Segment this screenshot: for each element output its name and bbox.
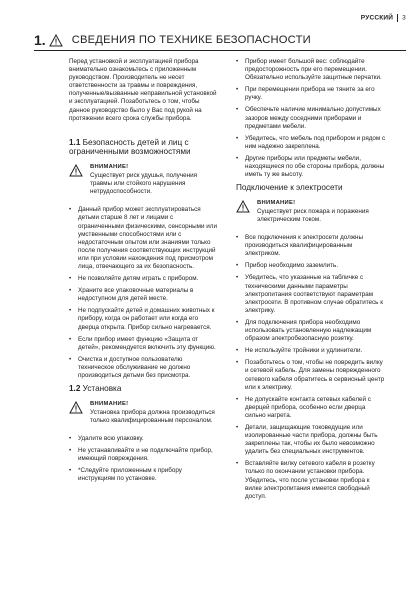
title-rule [34,50,406,51]
warning-text: Существует риск удушья, получения травмы или стойкого нарушения нетрудоспособности. [90,172,198,196]
bullet-list [236,234,386,501]
list-item: • Обеспечьте наличие минимально допустимых зазоров между соседними приборами и предметами мебели. [236,106,386,130]
warning-triangle-icon [49,34,63,47]
list-item: • Не устанавливайте и не подключайте прибор, имеющий повреждения. [69,447,217,463]
list-item: • Удалите всю упаковку. [69,435,217,443]
list-item: • *Следуйте приложенным к прибору инструкциям по установке. [69,467,217,483]
chapter-number: 1. [34,32,46,48]
warning-label: ВНИМАНИЕ! [90,400,129,407]
left-column [69,58,217,487]
list-item: • Прибор имеет большой вес: соблюдайте предосторожность при его перемещении. Обязательно используйте защитные перчатки. [236,58,386,82]
list-item: • Не допускайте контакта сетевых кабелей с дверцей прибора, особенно если дверца сильно нагрета. [236,396,386,420]
warning-block [69,163,217,196]
list-item: • Другие приборы или предметы мебели, находящиеся по обе стороны прибора, должны иметь ту же высоту. [236,155,386,179]
intro-paragraph: Перед установкой и эксплуатацией прибора внимательно ознакомьтесь с приложенным руководством. Производитель не несет ответственности за травмы и повреждения, полученные/вызванные неправильной установкой и эксплуатацией. Позаботьтесь о том, чтобы данное руководство было у Вас под рукой на протяжении всего срока службы прибора. [69,58,217,122]
list-item: • Очистка и доступное пользователю техническое обслуживание не должно производиться детьми без присмотра. [69,356,217,380]
list-item: • Позаботьтесь о том, чтобы не повредить вилку и сетевой кабель. Для замены поврежденного сетевого кабеля обратитесь в сервисный центр или к электрику. [236,359,386,391]
header-language: РУССКИЙ [360,14,394,22]
subsection-heading-electrical: Подключение к электросети [236,183,343,193]
warning-text: Существует риск пожара и поражения электрическим током. [257,207,369,223]
section-number: 1.2 [69,384,81,394]
chapter-title: СВЕДЕНИЯ ПО ТЕХНИКЕ БЕЗОПАСНОСТИ [71,34,311,46]
warning-label: ВНИМАНИЕ! [90,163,129,170]
list-item: • Для подключения прибора необходимо использовать установленную надлежащим образом электробезопасную розетку. [236,319,386,343]
list-item: • Все подключения к электросети должны производиться квалифицированным электриком. [236,234,386,258]
bullet-list [69,206,217,380]
list-item: • Вставляйте вилку сетевого кабеля в розетку только по окончании установки прибора. Убедитесь, что после установки прибора к вилке электропитания имеется свободный доступ. [236,460,386,500]
list-item: • Если прибор имеет функцию «Защита от детей», рекомендуется включить эту функцию. [69,336,217,352]
list-item: • Храните все упаковочные материалы в недоступном для детей месте. [69,287,217,303]
list-item: • Убедитесь, что указанные на табличке с техническими данными параметры электропитания соответствуют параметрам электросети. В противном случае обратитесь к электрику. [236,274,386,314]
bullet-list [69,435,217,483]
page-header [361,14,406,22]
warning-label: ВНИМАНИЕ! [257,199,296,206]
right-column [236,58,386,505]
section-heading-children [69,138,217,157]
header-separator [397,14,398,22]
list-item: • Не используйте тройники и удлинители. [236,347,386,355]
list-item: • Не подпускайте детей и домашних животных к прибору, когда он работает или когда его дверца открыта. Прибор сильно нагревается. [69,307,217,331]
warning-triangle-icon [69,401,83,414]
section-number: 1.1 [69,137,81,147]
warning-triangle-icon [236,200,250,213]
section-heading-installation [69,384,217,394]
list-item: • Убедитесь, что мебель под прибором и рядом с ним надежно закреплена. [236,135,386,151]
section-title: Безопасность детей и лиц с ограниченными возможностями [69,137,191,157]
warning-text: Установка прибора должна производиться только квалифицированным персоналом. [90,408,215,424]
list-item: • При перемещении прибора не тяните за его ручку. [236,86,386,102]
list-item: • Детали, защищающие токоведущие или изолированные части прибора, должны быть закреплены так, чтобы их было невозможно удалить без специальных инструментов. [236,424,386,456]
warning-triangle-icon [69,164,83,177]
chapter-heading [34,32,311,48]
list-item: • Прибор необходимо заземлить. [236,262,386,270]
list-item: • Не позволяйте детям играть с прибором. [69,275,217,283]
list-item: • Данный прибор может эксплуатироваться детьми старше 8 лет и лицами с ограниченными физическими, сенсорными или умственными способностями или с недостаточным опытом или знаниями только после получения соответствующих инструкций или при условии нахождения под присмотром лица, отвечающего за их безопасность. [69,206,217,271]
section-title: Установка [82,384,122,394]
page-number: 3 [402,14,406,22]
bullet-list [236,58,386,179]
warning-block [236,199,386,224]
warning-block [69,400,217,425]
